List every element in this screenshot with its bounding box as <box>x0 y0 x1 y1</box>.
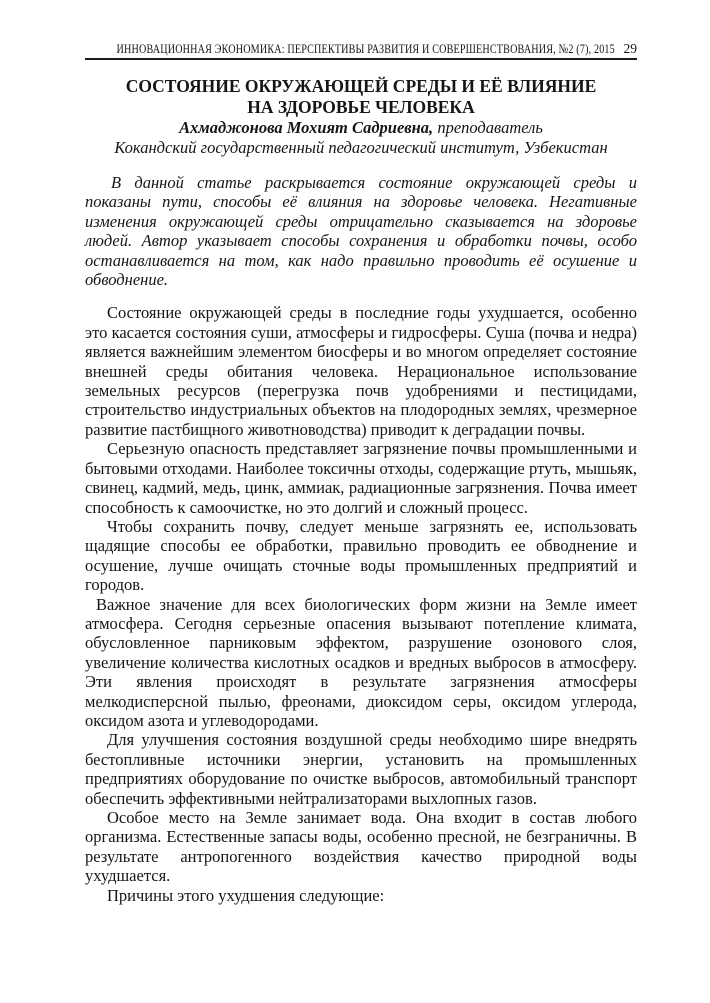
abstract: В данной статье раскрывается состояние окружающей среды и показаны пути, способы её влияния на здоровье человека. Негативные изменения окружающей среды отрицательно сказывается на здоровье людей. Автор указывает способы сохранения и обработки почвы, особо останавливается на том, как надо правильно проводить её осушение и обводнение. <box>85 173 637 290</box>
byline <box>85 118 637 138</box>
author-name: Ахмаджонова Мохият Садриевна, <box>179 118 434 137</box>
author-role: преподаватель <box>437 118 543 137</box>
paragraph-atmosphere: Важное значение для всех биологических форм жизни на Земле имеет атмосфера. Сегодня серьезные опасения вызывают потепление климата, обусловленное парниковым эффектом, разрушение озонового слоя, увеличение количества кислотных осадков и вредных выбросов в атмосферу. Эти явления происходят в результате загрязнения атмосферы мелкодисперсной пылью, фреонами, диоксидом серы, оксидом углерода, оксидом азота и углеводородами. <box>85 594 637 730</box>
journal-title: ИННОВАЦИОННАЯ ЭКОНОМИКА: ПЕРСПЕКТИВЫ РАЗВИТИЯ И СОВЕРШЕНСТВОВАНИЯ, №2 (7), 2015 <box>116 41 615 56</box>
paragraph-soil-degradation: Состояние окружающей среды в последние годы ухудшается, особенно это касается состояния суши, атмосферы и гидросферы. Суша (почва и недра) является важнейшим элементом биосферы и во многом определяет состояние внешней среды обитания человека. Нерациональное использование земельных ресурсов (перегрузка почв удобрениями и пестицидами, строительство индустриальных объектов на плодородных землях, чрезмерное развитие пастбищного животноводства) приводит к деградации почвы. <box>85 303 637 439</box>
author-affiliation: Кокандский государственный педагогический институт, Узбекистан <box>114 138 608 157</box>
paragraph-air-improvement: Для улучшения состояния воздушной среды необходимо шире внедрять бестопливные источники энергии, установить на промышленных предприятиях оборудование по очистке выбросов, автомобильный транспорт обеспечить эффективными нейтрализаторами выхлопных газов. <box>85 730 637 808</box>
article-title-line2: НА ЗДОРОВЬЕ ЧЕЛОВЕКА <box>247 97 475 117</box>
article-title-line1: СОСТОЯНИЕ ОКРУЖАЮЩЕЙ СРЕДЫ И ЕЁ ВЛИЯНИЕ <box>125 76 597 96</box>
article-body <box>85 303 637 905</box>
article-title <box>85 76 637 118</box>
paragraph-soil-protection: Чтобы сохранить почву, следует меньше загрязнять ее, использовать щадящие способы ее обработки, правильно проводить ее обводнение и осушение, лучше очищать сточные воды промышленных предприятий и городов. <box>85 516 637 595</box>
running-head <box>85 42 637 60</box>
page-number: 29 <box>623 41 637 56</box>
paragraph-causes-lead-in: Причины этого ухудшения следующие: <box>107 885 385 905</box>
paragraph-water: Особое место на Земле занимает вода. Она входит в состав любого организма. Естественные запасы воды, особенно пресной, не безграничны. В результате антропогенного воздействия качество природной воды ухудшается. <box>85 808 637 886</box>
paragraph-soil-pollution: Серьезную опасность представляет загрязнение почвы промышленными и бытовыми отходами. Наиболее токсичны отходы, содержащие ртуть, мышьяк, свинец, кадмий, медь, цинк, аммиак, радиационные загрязнения. Почва имеет способность к самоочистке, но это долгий и сложный процесс. <box>85 439 637 517</box>
